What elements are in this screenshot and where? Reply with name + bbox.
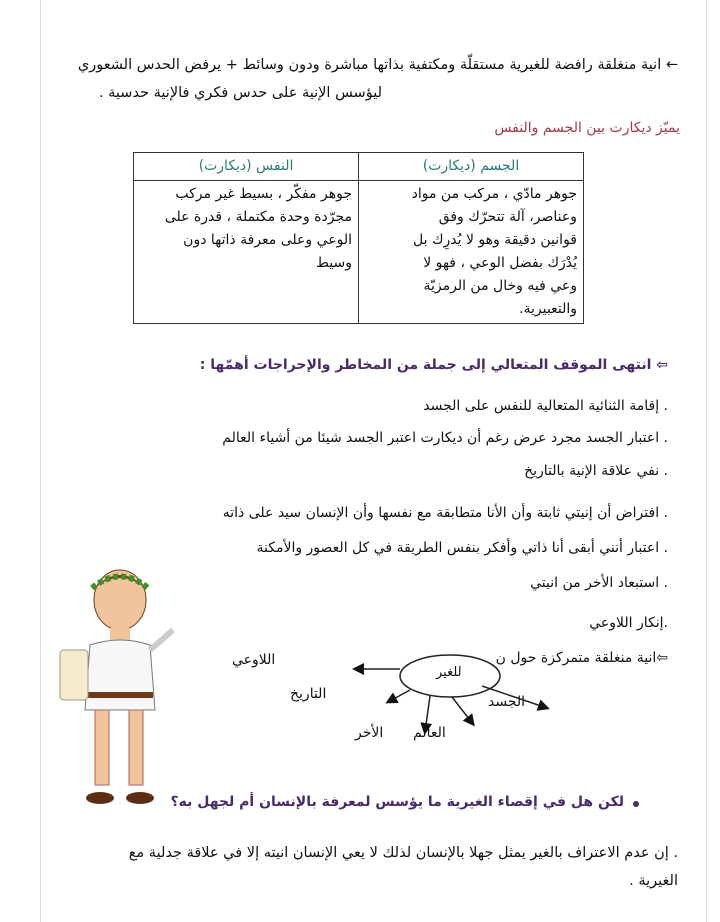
conclusion-line-2: الغيرية . <box>629 873 678 889</box>
intro-line-1: ← انية منغلقة رافضة للغيرية مستقلّة ومكتفية بذاتها مباشرة ودون وسائط + يرفض الحدس الشعوري <box>77 57 678 73</box>
text-line: الوعي وعلى معرفة ذاتها دون <box>183 232 352 248</box>
roman-figure-illustration <box>55 560 185 815</box>
diagram-center-label: للغير <box>436 665 462 680</box>
text-line: قوانين دقيقة وهو لا يُدرِك بل <box>413 232 577 248</box>
list-item: . نفي علاقة الإنية بالتاريخ <box>524 463 668 479</box>
section-heading: يميّز ديكارت بين الجسم والنفس <box>494 120 680 136</box>
text-line: وعي فيه وخال من الرمزيّة <box>423 278 577 294</box>
diagram-label-history: التاريخ <box>290 686 327 702</box>
list-item: .إنكار اللاوعي <box>589 615 668 631</box>
list-item: . إقامة الثنائية المتعالية للنفس على الجسد <box>423 398 668 414</box>
header-soul: النفس (ديكارت) <box>134 153 359 181</box>
question-text: لكن هل في إقصاء الغيرية ما يؤسس لمعرفة بالإنسان أم لجهل به؟ <box>170 794 624 810</box>
bullet-icon <box>632 800 640 808</box>
text-line: جوهر مادّي ، مركب من مواد <box>411 186 577 202</box>
text-line: جوهر مفكّر ، بسيط غير مركب <box>175 186 352 202</box>
header-body: الجسم (ديكارت) <box>359 153 584 181</box>
diagram-label-other: الأخر <box>355 725 384 741</box>
text-line: يُدْرَك بفضل الوعي ، فهو لا <box>423 255 577 271</box>
list-item: . اعتبار أنني أبقى أنا ذاتي وأفكر بنفس الطريقة في كل العصور والأمكنة <box>256 540 668 556</box>
diagram-label-body: الجسد <box>488 694 526 710</box>
list-item: . افتراض أن إنيتي ثابتة وأن الأنا متطابقة مع نفسها وأن الإنسان سيد على ذاته <box>222 505 668 521</box>
diagram-caption: ⇦انية منغلقة متمركزة حول ن <box>495 650 668 666</box>
diagram-label-unconscious: اللاوعي <box>232 652 276 668</box>
intro-line-2: ليؤسس الإنية على حدس فكري فالإنية حدسية . <box>98 85 382 101</box>
text-line: مجرّدة وحدة مكتملة ، قدرة على <box>164 209 352 225</box>
text-line: والتعبيرية. <box>519 301 577 317</box>
diagram-label-world: العالم <box>413 725 446 741</box>
consequences-title: ⇦ انتهى الموقف المتعالي إلى جملة من المخاطر والإحراجات أهمّها : <box>199 357 668 373</box>
list-item: . استبعاد الأخر من انيتي <box>530 575 668 591</box>
conclusion-line-1: . إن عدم الاعتراف بالغير يمثل جهلا بالإنسان لذلك لا يعي الإنسان انيته إلا في علاقة جدلية مع <box>128 845 678 861</box>
text-line: وعناصر، آلة تتحرّك وفق <box>438 209 577 225</box>
list-item: . اعتبار الجسد مجرد عرض رغم أن ديكارت اعتبر الجسد شيئا من أشياء العالم <box>222 430 668 446</box>
text-line: وسيط <box>315 255 352 271</box>
